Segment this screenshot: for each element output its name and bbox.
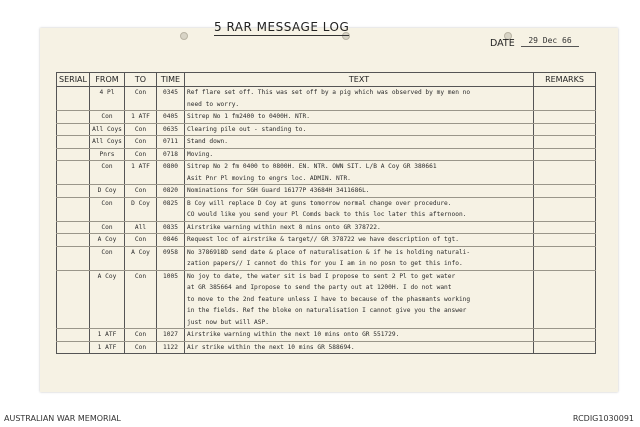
message-text-cell <box>185 317 534 329</box>
message-text: No 3786918D send date & place of naturalisation & if he is holding naturali- <box>187 248 471 256</box>
serial-cell <box>57 136 90 149</box>
to-cell: Con <box>125 270 157 282</box>
serial-cell <box>57 161 90 173</box>
message-text: Clearing pile out - standing to. <box>187 125 307 133</box>
remarks-cell <box>534 197 596 209</box>
remarks-cell <box>534 282 596 294</box>
from-cell: All Coys <box>90 136 125 149</box>
to-cell: A Coy <box>125 246 157 258</box>
from-cell: Con <box>90 111 125 124</box>
serial-cell <box>57 173 90 185</box>
message-text: Airstrike warning within next 8 mins onto GR 378722. <box>187 223 381 231</box>
message-text: No joy to date, the water sit is bad I propose to sent 2 Pl to get water <box>187 272 456 280</box>
to-cell: Con <box>125 234 157 247</box>
message-text-cell <box>185 111 534 124</box>
time-cell: 0405 <box>157 111 185 124</box>
time-cell: 0846 <box>157 234 185 247</box>
text-column-header: TEXT <box>185 73 534 87</box>
to-cell <box>125 317 157 329</box>
to-cell: Con <box>125 185 157 198</box>
from-cell <box>90 317 125 329</box>
message-text-cell <box>185 136 534 149</box>
time-cell: 1005 <box>157 270 185 282</box>
from-cell <box>90 99 125 111</box>
remarks-cell <box>534 136 596 149</box>
to-column-header: TO <box>125 73 157 87</box>
to-cell: Con <box>125 341 157 354</box>
time-cell <box>157 209 185 221</box>
table-row <box>57 197 596 209</box>
table-row <box>57 123 596 136</box>
serial-cell <box>57 185 90 198</box>
time-cell <box>157 282 185 294</box>
message-text: zation papers// I cannot do this for you I am in no posn to get this info. <box>187 260 463 267</box>
remarks-cell <box>534 123 596 136</box>
serial-cell <box>57 270 90 282</box>
serial-cell <box>57 209 90 221</box>
table-row <box>57 136 596 149</box>
table-row <box>57 258 596 270</box>
from-cell <box>90 282 125 294</box>
serial-cell <box>57 282 90 294</box>
to-cell <box>125 294 157 306</box>
remarks-cell <box>534 305 596 317</box>
message-text-cell <box>185 270 534 282</box>
time-cell: 0711 <box>157 136 185 149</box>
message-text: Asit Pnr Pl moving to engrs loc. ADMIN. NTR. <box>187 174 351 182</box>
serial-cell <box>57 246 90 258</box>
to-cell: Con <box>125 123 157 136</box>
table-row <box>57 246 596 258</box>
remarks-cell <box>534 246 596 258</box>
serial-cell <box>57 148 90 161</box>
to-cell: All <box>125 221 157 234</box>
from-cell: 1 ATF <box>90 329 125 342</box>
remarks-cell <box>534 173 596 185</box>
serial-cell <box>57 305 90 317</box>
message-text-cell <box>185 329 534 342</box>
message-text: Stand down. <box>187 138 228 145</box>
remarks-cell <box>534 341 596 354</box>
message-text: Moving. <box>187 150 214 158</box>
time-cell: 0835 <box>157 221 185 234</box>
table-row <box>57 305 596 317</box>
to-cell <box>125 258 157 270</box>
time-cell: 0635 <box>157 123 185 136</box>
message-text-cell <box>185 234 534 247</box>
message-text-cell <box>185 99 534 111</box>
time-cell <box>157 317 185 329</box>
from-cell <box>90 294 125 306</box>
message-text: in the fields. Ref the bloke on naturalisation I cannot give you the answer <box>187 307 467 314</box>
table-row <box>57 221 596 234</box>
remarks-cell <box>534 221 596 234</box>
time-cell: 0958 <box>157 246 185 258</box>
archive-reference: RCDIG1030091 <box>572 414 634 423</box>
table-row <box>57 234 596 247</box>
from-cell: 4 Pl <box>90 87 125 99</box>
remarks-cell <box>534 234 596 247</box>
serial-cell <box>57 317 90 329</box>
message-text-cell <box>185 123 534 136</box>
serial-cell <box>57 221 90 234</box>
time-cell: 0820 <box>157 185 185 198</box>
to-cell: Con <box>125 87 157 99</box>
serial-cell <box>57 111 90 124</box>
message-text: Nominations for SGH Guard 16177P 43684H 3411686L. <box>187 187 370 194</box>
message-text-cell <box>185 185 534 198</box>
serial-column-header: SERIAL <box>57 73 90 87</box>
table-row <box>57 294 596 306</box>
table-row <box>57 161 596 173</box>
serial-cell <box>57 123 90 136</box>
time-cell: 1122 <box>157 341 185 354</box>
to-cell <box>125 173 157 185</box>
time-cell: 1027 <box>157 329 185 342</box>
remarks-cell <box>534 258 596 270</box>
remarks-cell <box>534 148 596 161</box>
from-cell <box>90 173 125 185</box>
message-text-cell <box>185 282 534 294</box>
message-text-cell <box>185 341 534 354</box>
from-cell: Con <box>90 221 125 234</box>
remarks-cell <box>534 111 596 124</box>
from-cell: Con <box>90 197 125 209</box>
table-row <box>57 209 596 221</box>
from-cell: A Coy <box>90 270 125 282</box>
from-cell <box>90 209 125 221</box>
time-cell <box>157 99 185 111</box>
serial-cell <box>57 329 90 342</box>
table-row <box>57 87 596 99</box>
table-row <box>57 329 596 342</box>
remarks-cell <box>534 270 596 282</box>
message-text: Sitrep No 1 fm2400 to 0400H. NTR. <box>187 113 310 120</box>
serial-cell <box>57 99 90 111</box>
date-value: 29 Dec 66 <box>521 36 579 47</box>
time-cell <box>157 305 185 317</box>
time-cell <box>157 258 185 270</box>
from-column-header: FROM <box>90 73 125 87</box>
message-text-cell <box>185 258 534 270</box>
message-text: Air strike within the next 10 mins GR 588694. <box>187 343 355 351</box>
from-cell: Con <box>90 246 125 258</box>
message-text: Request loc of airstrike & target// GR 378722 we have description of tgt. <box>187 236 459 243</box>
remarks-cell <box>534 99 596 111</box>
remarks-cell <box>534 317 596 329</box>
from-cell: A Coy <box>90 234 125 247</box>
message-text-cell <box>185 148 534 161</box>
message-text: to move to the 2nd feature unless I have to because of the phasmants working <box>187 295 471 303</box>
message-text-cell <box>185 246 534 258</box>
to-cell: Con <box>125 136 157 149</box>
time-cell: 0800 <box>157 161 185 173</box>
to-cell: Con <box>125 148 157 161</box>
message-text: CO would like you send your Pl Comds back to this loc later this afternoon. <box>187 211 467 218</box>
table-row <box>57 282 596 294</box>
message-text-cell <box>185 87 534 99</box>
punch-hole <box>180 32 188 40</box>
to-cell: D Coy <box>125 197 157 209</box>
to-cell <box>125 282 157 294</box>
remarks-cell <box>534 161 596 173</box>
time-cell: 0345 <box>157 87 185 99</box>
page-title: 5 RAR MESSAGE LOG <box>214 20 350 34</box>
to-cell: 1 ATF <box>125 161 157 173</box>
to-cell <box>125 209 157 221</box>
serial-cell <box>57 197 90 209</box>
time-cell <box>157 173 185 185</box>
header-row <box>57 73 596 87</box>
remarks-cell <box>534 185 596 198</box>
time-cell <box>157 294 185 306</box>
time-cell: 0718 <box>157 148 185 161</box>
log-body <box>57 87 596 354</box>
from-cell: 1 ATF <box>90 341 125 354</box>
to-cell: 1 ATF <box>125 111 157 124</box>
message-text: B Coy will replace D Coy at guns tomorrow normal change over procedure. <box>187 199 452 207</box>
message-text-cell <box>185 209 534 221</box>
serial-cell <box>57 294 90 306</box>
table-row <box>57 185 596 198</box>
table-row <box>57 317 596 329</box>
table-row <box>57 341 596 354</box>
message-text-cell <box>185 221 534 234</box>
time-column-header: TIME <box>157 73 185 87</box>
table-row <box>57 148 596 161</box>
message-text: Sitrep No 2 fm 0400 to 0800H. EN. NTR. OWN SIT. L/B A Coy GR 380661 <box>187 163 437 170</box>
from-cell <box>90 305 125 317</box>
message-text: Ref flare set off. This was set off by a pig which was observed by my men no <box>187 89 471 96</box>
from-cell: Con <box>90 161 125 173</box>
time-cell: 0825 <box>157 197 185 209</box>
message-text: just now but will ASP. <box>187 318 269 326</box>
message-log-table <box>56 72 596 354</box>
message-text-cell <box>185 294 534 306</box>
serial-cell <box>57 341 90 354</box>
message-text-cell <box>185 161 534 173</box>
table-row <box>57 99 596 111</box>
from-cell: Pnrs <box>90 148 125 161</box>
remarks-cell <box>534 87 596 99</box>
serial-cell <box>57 234 90 247</box>
serial-cell <box>57 87 90 99</box>
remarks-cell <box>534 329 596 342</box>
table-row <box>57 111 596 124</box>
from-cell <box>90 258 125 270</box>
serial-cell <box>57 258 90 270</box>
from-cell: D Coy <box>90 185 125 198</box>
remarks-cell <box>534 294 596 306</box>
message-text: at GR 385664 and Ipropose to send the party out at 1200H. I do not want <box>187 284 452 291</box>
message-text-cell <box>185 173 534 185</box>
message-text: need to worry. <box>187 100 240 108</box>
date-label: DATE <box>490 38 515 49</box>
to-cell <box>125 305 157 317</box>
remarks-column-header: REMARKS <box>534 73 596 87</box>
table-row <box>57 173 596 185</box>
to-cell <box>125 99 157 111</box>
message-text-cell <box>185 305 534 317</box>
table-row <box>57 270 596 282</box>
archive-credit: AUSTRALIAN WAR MEMORIAL <box>4 414 121 423</box>
to-cell: Con <box>125 329 157 342</box>
message-text-cell <box>185 197 534 209</box>
from-cell: All Coys <box>90 123 125 136</box>
remarks-cell <box>534 209 596 221</box>
message-text: Airstrike warning within the next 10 mins onto GR 551729. <box>187 331 400 338</box>
